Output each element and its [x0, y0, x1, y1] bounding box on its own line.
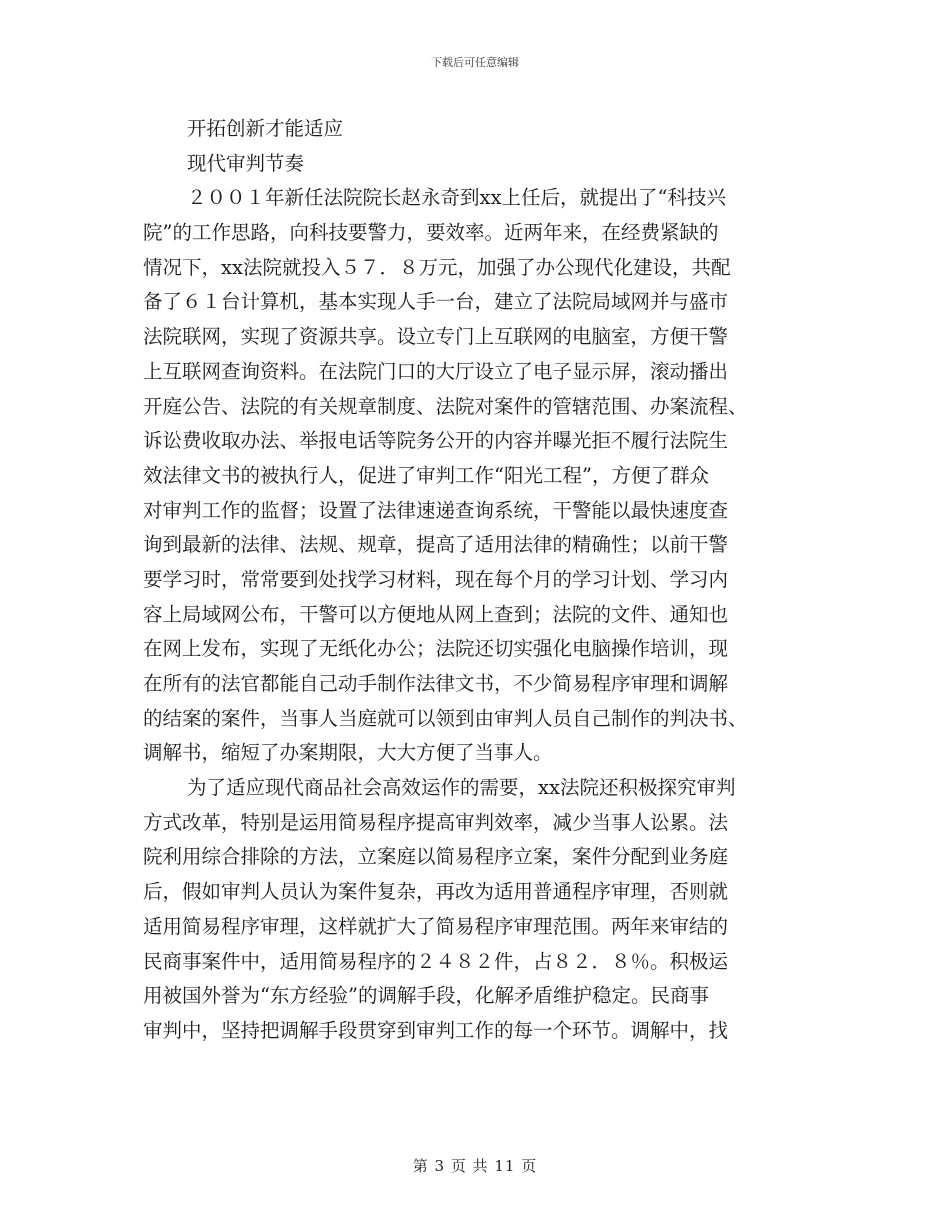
paragraph-line: 上互联网查询资料。在法院门口的大厅设立了电子显示屏，滚动播出 [143, 359, 729, 383]
paragraph-line: 效法律文书的被执行人，促进了审判工作“阳光工程”，方便了群众 [143, 463, 709, 487]
paragraph-line: 要学习时，常常要到处找学习材料，现在每个月的学习计划、学习内 [143, 567, 729, 591]
paragraph-line: 调解书，缩短了办案期限，大大方便了当事人。 [143, 741, 553, 765]
paragraph-line: 开庭公告、法院的有关规章制度、法院对案件的管辖范围、办案流程、 [143, 394, 748, 418]
paragraph-line: 在网上发布，实现了无纸化办公；法院还切实强化电脑操作培训，现 [143, 637, 729, 661]
paragraph-line: 容上局域网公布，干警可以方便地从网上查到；法院的文件、通知也 [143, 602, 729, 626]
header-note: 下载后可任意编辑 [431, 56, 519, 69]
paragraph-line: 在所有的法官都能自己动手制作法律文书，不少简易程序审理和调解 [143, 672, 729, 695]
paragraph-line: 院”的工作思路，向科技要警力，要效率。近两年来，在经费紧缺的 [143, 221, 719, 245]
paragraph-line: 询到最新的法律、法规、规章，提高了适用法律的精确性；以前干警 [143, 533, 729, 557]
section-title-line-1: 开拓创新才能适应 [187, 117, 344, 140]
paragraph-line: 情况下，xx法院就投入５７．８万元，加强了办公现代化建设，共配 [143, 255, 731, 279]
paragraph-line: 民商事案件中，适用简易程序的２４８２件，占８２．８％。积极运 [143, 949, 729, 973]
paragraph-line: 为了适应现代商品社会高效运作的需要，xx法院还积极探究审判 [187, 776, 736, 800]
paragraph-line: 方式改革，特别是运用简易程序提高审判效率，减少当事人讼累。法 [143, 810, 729, 834]
paragraph-line: 审判中，坚持把调解手段贯穿到审判工作的每一个环节。调解中，找 [143, 1018, 729, 1042]
paragraph-line: 诉讼费收取办法、举报电话等院务公开的内容并曝光拒不履行法院生 [143, 429, 729, 453]
paragraph-line: 适用简易程序审理，这样就扩大了简易程序审理范围。两年来审结的 [143, 914, 729, 938]
document-body [143, 112, 811, 1049]
paragraph-line: 院利用综合排除的方法，立案庭以简易程序立案，案件分配到业务庭 [143, 845, 729, 869]
paragraph-line: 对审判工作的监督；设置了法律速递查询系统，干警能以最快速度查 [143, 498, 729, 522]
paragraph-line: 法院联网，实现了资源共享。设立专门上互联网的电脑室，方便干警 [143, 325, 729, 349]
section-title-line-2: 现代审判节奏 [187, 151, 305, 175]
paragraph-line: 的结案的案件，当事人当庭就可以领到由审判人员自己制作的判决书、 [143, 706, 748, 730]
paragraph-line: 后，假如审判人员认为案件复杂，再改为适用普通程序审理，否则就 [143, 880, 729, 904]
paragraph-line: 用被国外誉为“东方经验”的调解手段，化解矛盾维护稳定。民商事 [143, 984, 709, 1008]
paragraph-line: 备了６１台计算机，基本实现人手一台，建立了法院局域网并与盛市 [143, 290, 729, 314]
paragraph-line: ２００１年新任法院院长赵永奇到xx上任后，就提出了“科技兴 [187, 186, 726, 210]
page-number: 第 3 页 共 11 页 [412, 1157, 538, 1175]
